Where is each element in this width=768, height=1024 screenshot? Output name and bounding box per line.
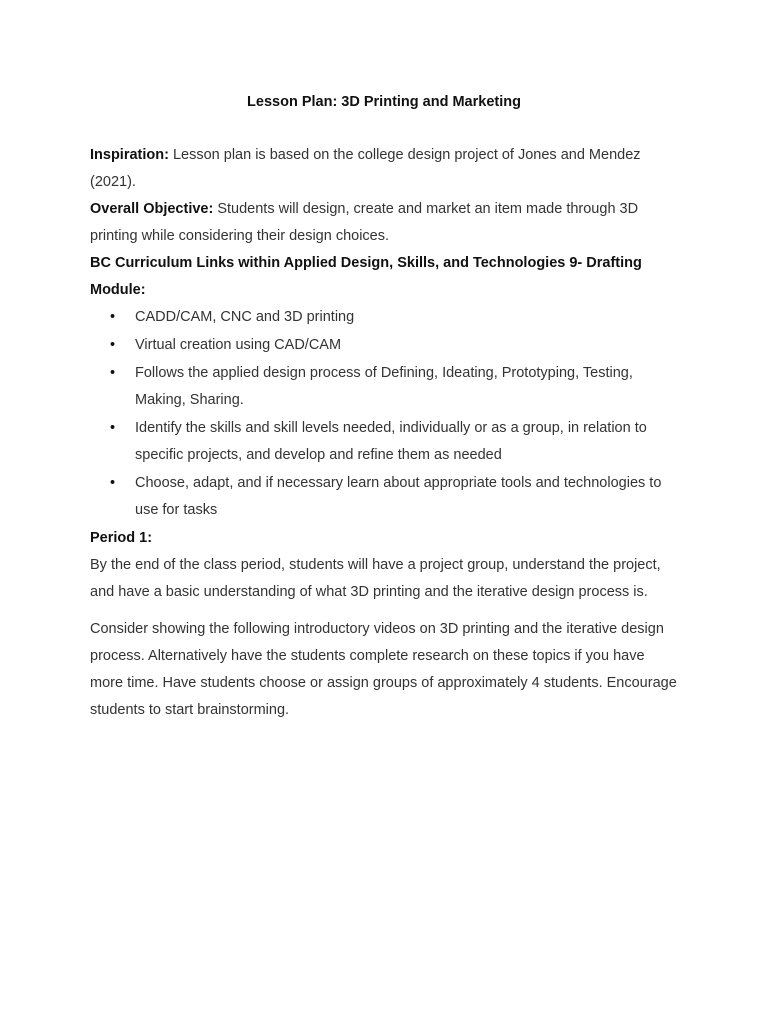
bullet-icon: • [110, 365, 116, 381]
list-item [90, 360, 680, 414]
list-item-text: Choose, adapt, and if necessary learn about appropriate tools and technologies to use for tasks [135, 475, 662, 518]
bullet-icon: • [110, 337, 116, 353]
period-paragraph-1: By the end of the class period, students will have a project group, understand the project, and have a basic understanding of what 3D printing and the iterative design process is. [90, 557, 661, 600]
objective-text: Students will design, create and market an item made through 3D printing while considering their design choices. [90, 201, 639, 244]
bullet-icon: • [110, 475, 116, 491]
list-item [90, 470, 680, 524]
objective-paragraph [90, 196, 680, 250]
list-item-text: Identify the skills and skill levels needed, individually or as a group, in relation to specific projects, and develop and refine them as needed [135, 420, 647, 463]
curriculum-heading: BC Curriculum Links within Applied Design, Skills, and Technologies 9- Drafting Module: [90, 255, 642, 298]
period-heading: Period 1: [90, 530, 153, 546]
period-paragraph-2: Consider showing the following introductory videos on 3D printing and the iterative design process. Alternatively have the students complete research on these topics if you have more time. Have students choose or assign groups of approximately 4 students. Encourage students to start brainstorming. [90, 621, 677, 718]
list-item-text: CADD/CAM, CNC and 3D printing [135, 309, 355, 325]
inspiration-text: Lesson plan is based on the college design project of Jones and Mendez (2021). [90, 147, 641, 190]
objective-label: Overall Objective: [90, 201, 214, 217]
bullet-icon: • [110, 420, 116, 436]
document-body [90, 142, 680, 724]
list-item [90, 304, 680, 331]
list-item-text: Follows the applied design process of Defining, Ideating, Prototyping, Testing, Making, Sharing. [135, 365, 633, 408]
document-title: Lesson Plan: 3D Printing and Marketing [247, 94, 521, 110]
inspiration-label: Inspiration: [90, 147, 169, 163]
bullet-icon: • [110, 309, 116, 325]
curriculum-list [90, 304, 680, 524]
list-item-text: Virtual creation using CAD/CAM [135, 337, 342, 353]
list-item [90, 332, 680, 359]
list-item [90, 415, 680, 469]
inspiration-paragraph [90, 142, 680, 196]
